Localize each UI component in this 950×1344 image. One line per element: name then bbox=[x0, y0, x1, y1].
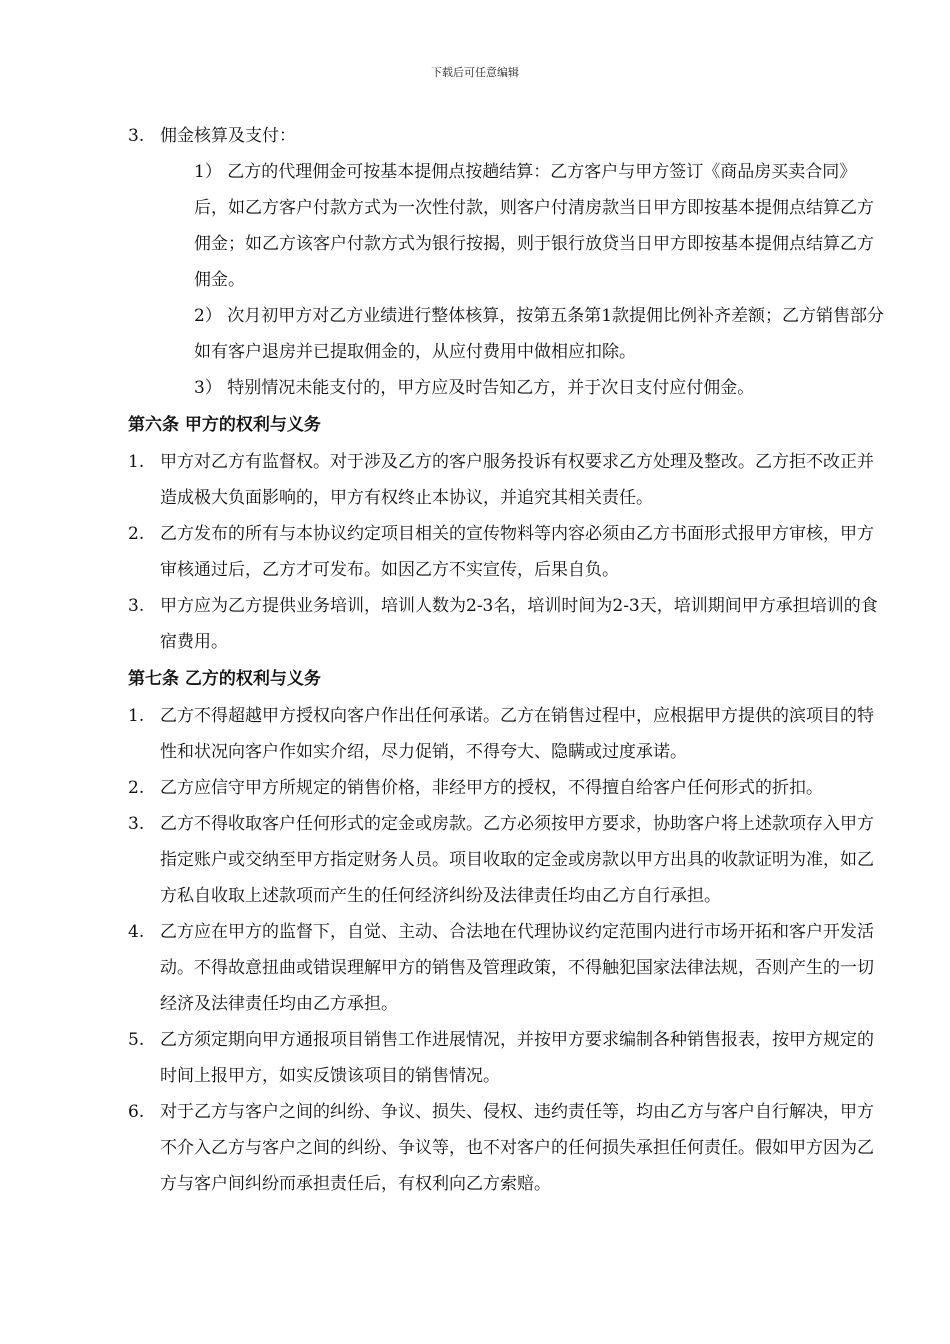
item-number: 3. bbox=[128, 596, 145, 616]
sub-item-text: 乙方的代理佣金可按基本提佣点按趟结算：乙方客户与甲方签订《商品房买卖合同》后，如乙方客户付款方式为一次性付款，则客户付清房款当日甲方即按基本提佣点结算乙方佣金；如乙方该客户付款方式为银行按揭，则于银行放贷当日甲方即按基本提佣点结算乙方佣金。 bbox=[194, 162, 874, 290]
item-text: 乙方应信守甲方所规定的销售价格，非经甲方的授权，不得擅自给客户任何形式的折扣。 bbox=[160, 778, 823, 798]
item-number: 3. bbox=[128, 814, 145, 834]
item-number: 6. bbox=[128, 1102, 145, 1122]
sub-item bbox=[160, 154, 888, 298]
article-6-heading: 第六条 甲方的权利与义务 bbox=[128, 415, 321, 435]
list-item bbox=[128, 588, 888, 660]
sub-item-number: 3） bbox=[194, 378, 222, 398]
item-text: 乙方应在甲方的监督下，自觉、主动、合法地在代理协议约定范围内进行市场开拓和客户开发活动。不得故意扭曲或错误理解甲方的销售及管理政策，不得触犯国家法律法规，否则产生的一切经济及法律责任均由乙方承担。 bbox=[160, 922, 874, 1014]
item-text: 对于乙方与客户之间的纠纷、争议、损失、侵权、违约责任等，均由乙方与客户自行解决，甲方不介入乙方与客户之间的纠纷、争议等，也不对客户的任何损失承担任何责任。假如甲方因为乙方与客户间纠纷而承担责任后，有权利向乙方索赔。 bbox=[160, 1102, 874, 1194]
item-number: 1. bbox=[128, 706, 145, 726]
list-item bbox=[128, 444, 888, 516]
commission-subitems bbox=[128, 154, 888, 406]
document-body bbox=[128, 118, 888, 1202]
page-header: 下载后可任意编辑 bbox=[431, 66, 519, 79]
item-number: 5. bbox=[128, 1030, 145, 1050]
item-number: 3. bbox=[128, 126, 145, 146]
sub-item bbox=[160, 298, 888, 370]
item-text: 乙方须定期向甲方通报项目销售工作进展情况，并按甲方要求编制各种销售报表，按甲方规定的时间上报甲方，如实反馈该项目的销售情况。 bbox=[160, 1030, 874, 1086]
sub-item-number: 1） bbox=[194, 162, 222, 182]
list-item bbox=[128, 698, 888, 770]
item-text: 乙方发布的所有与本协议约定项目相关的宣传物料等内容必须由乙方书面形式报甲方审核，甲方审核通过后，乙方才可发布。如因乙方不实宣传，后果自负。 bbox=[160, 524, 874, 580]
list-item bbox=[128, 516, 888, 588]
section-title: 佣金核算及支付： bbox=[160, 126, 296, 146]
sub-item-text: 次月初甲方对乙方业绩进行整体核算，按第五条第1款提佣比例补齐差额；乙方销售部分如有客户退房并已提取佣金的，从应付费用中做相应扣除。 bbox=[194, 306, 885, 362]
item-number: 1. bbox=[128, 452, 145, 472]
list-item bbox=[128, 1022, 888, 1094]
item-number: 2. bbox=[128, 524, 145, 544]
list-item bbox=[128, 806, 888, 914]
item-number: 4. bbox=[128, 922, 145, 942]
item-text: 甲方对乙方有监督权。对于涉及乙方的客户服务投诉有权要求乙方处理及整改。乙方拒不改正并造成极大负面影响的，甲方有权终止本协议，并追究其相关责任。 bbox=[160, 452, 874, 508]
item-text: 甲方应为乙方提供业务培训，培训人数为2-3名，培训时间为2-3天，培训期间甲方承担培训的食宿费用。 bbox=[160, 596, 878, 652]
sub-item-text: 特别情况未能支付的，甲方应及时告知乙方，并于次日支付应付佣金。 bbox=[227, 378, 755, 398]
article-7-heading: 第七条 乙方的权利与义务 bbox=[128, 669, 321, 689]
item-text: 乙方不得超越甲方授权向客户作出任何承诺。乙方在销售过程中，应根据甲方提供的滨项目的特性和状况向客户作如实介绍，尽力促销，不得夸大、隐瞒或过度承诺。 bbox=[160, 706, 874, 762]
item-number: 2. bbox=[128, 778, 145, 798]
sub-item-number: 2） bbox=[194, 306, 222, 326]
list-item bbox=[128, 770, 888, 806]
commission-section bbox=[128, 118, 888, 154]
list-item bbox=[128, 914, 888, 1022]
sub-item bbox=[160, 370, 888, 406]
item-text: 乙方不得收取客户任何形式的定金或房款。乙方必须按甲方要求，协助客户将上述款项存入甲方指定账户或交纳至甲方指定财务人员。项目收取的定金或房款以甲方出具的收款证明为准，如乙方私自收取上述款项而产生的任何经济纠纷及法律责任均由乙方自行承担。 bbox=[160, 814, 874, 906]
list-item bbox=[128, 1094, 888, 1202]
